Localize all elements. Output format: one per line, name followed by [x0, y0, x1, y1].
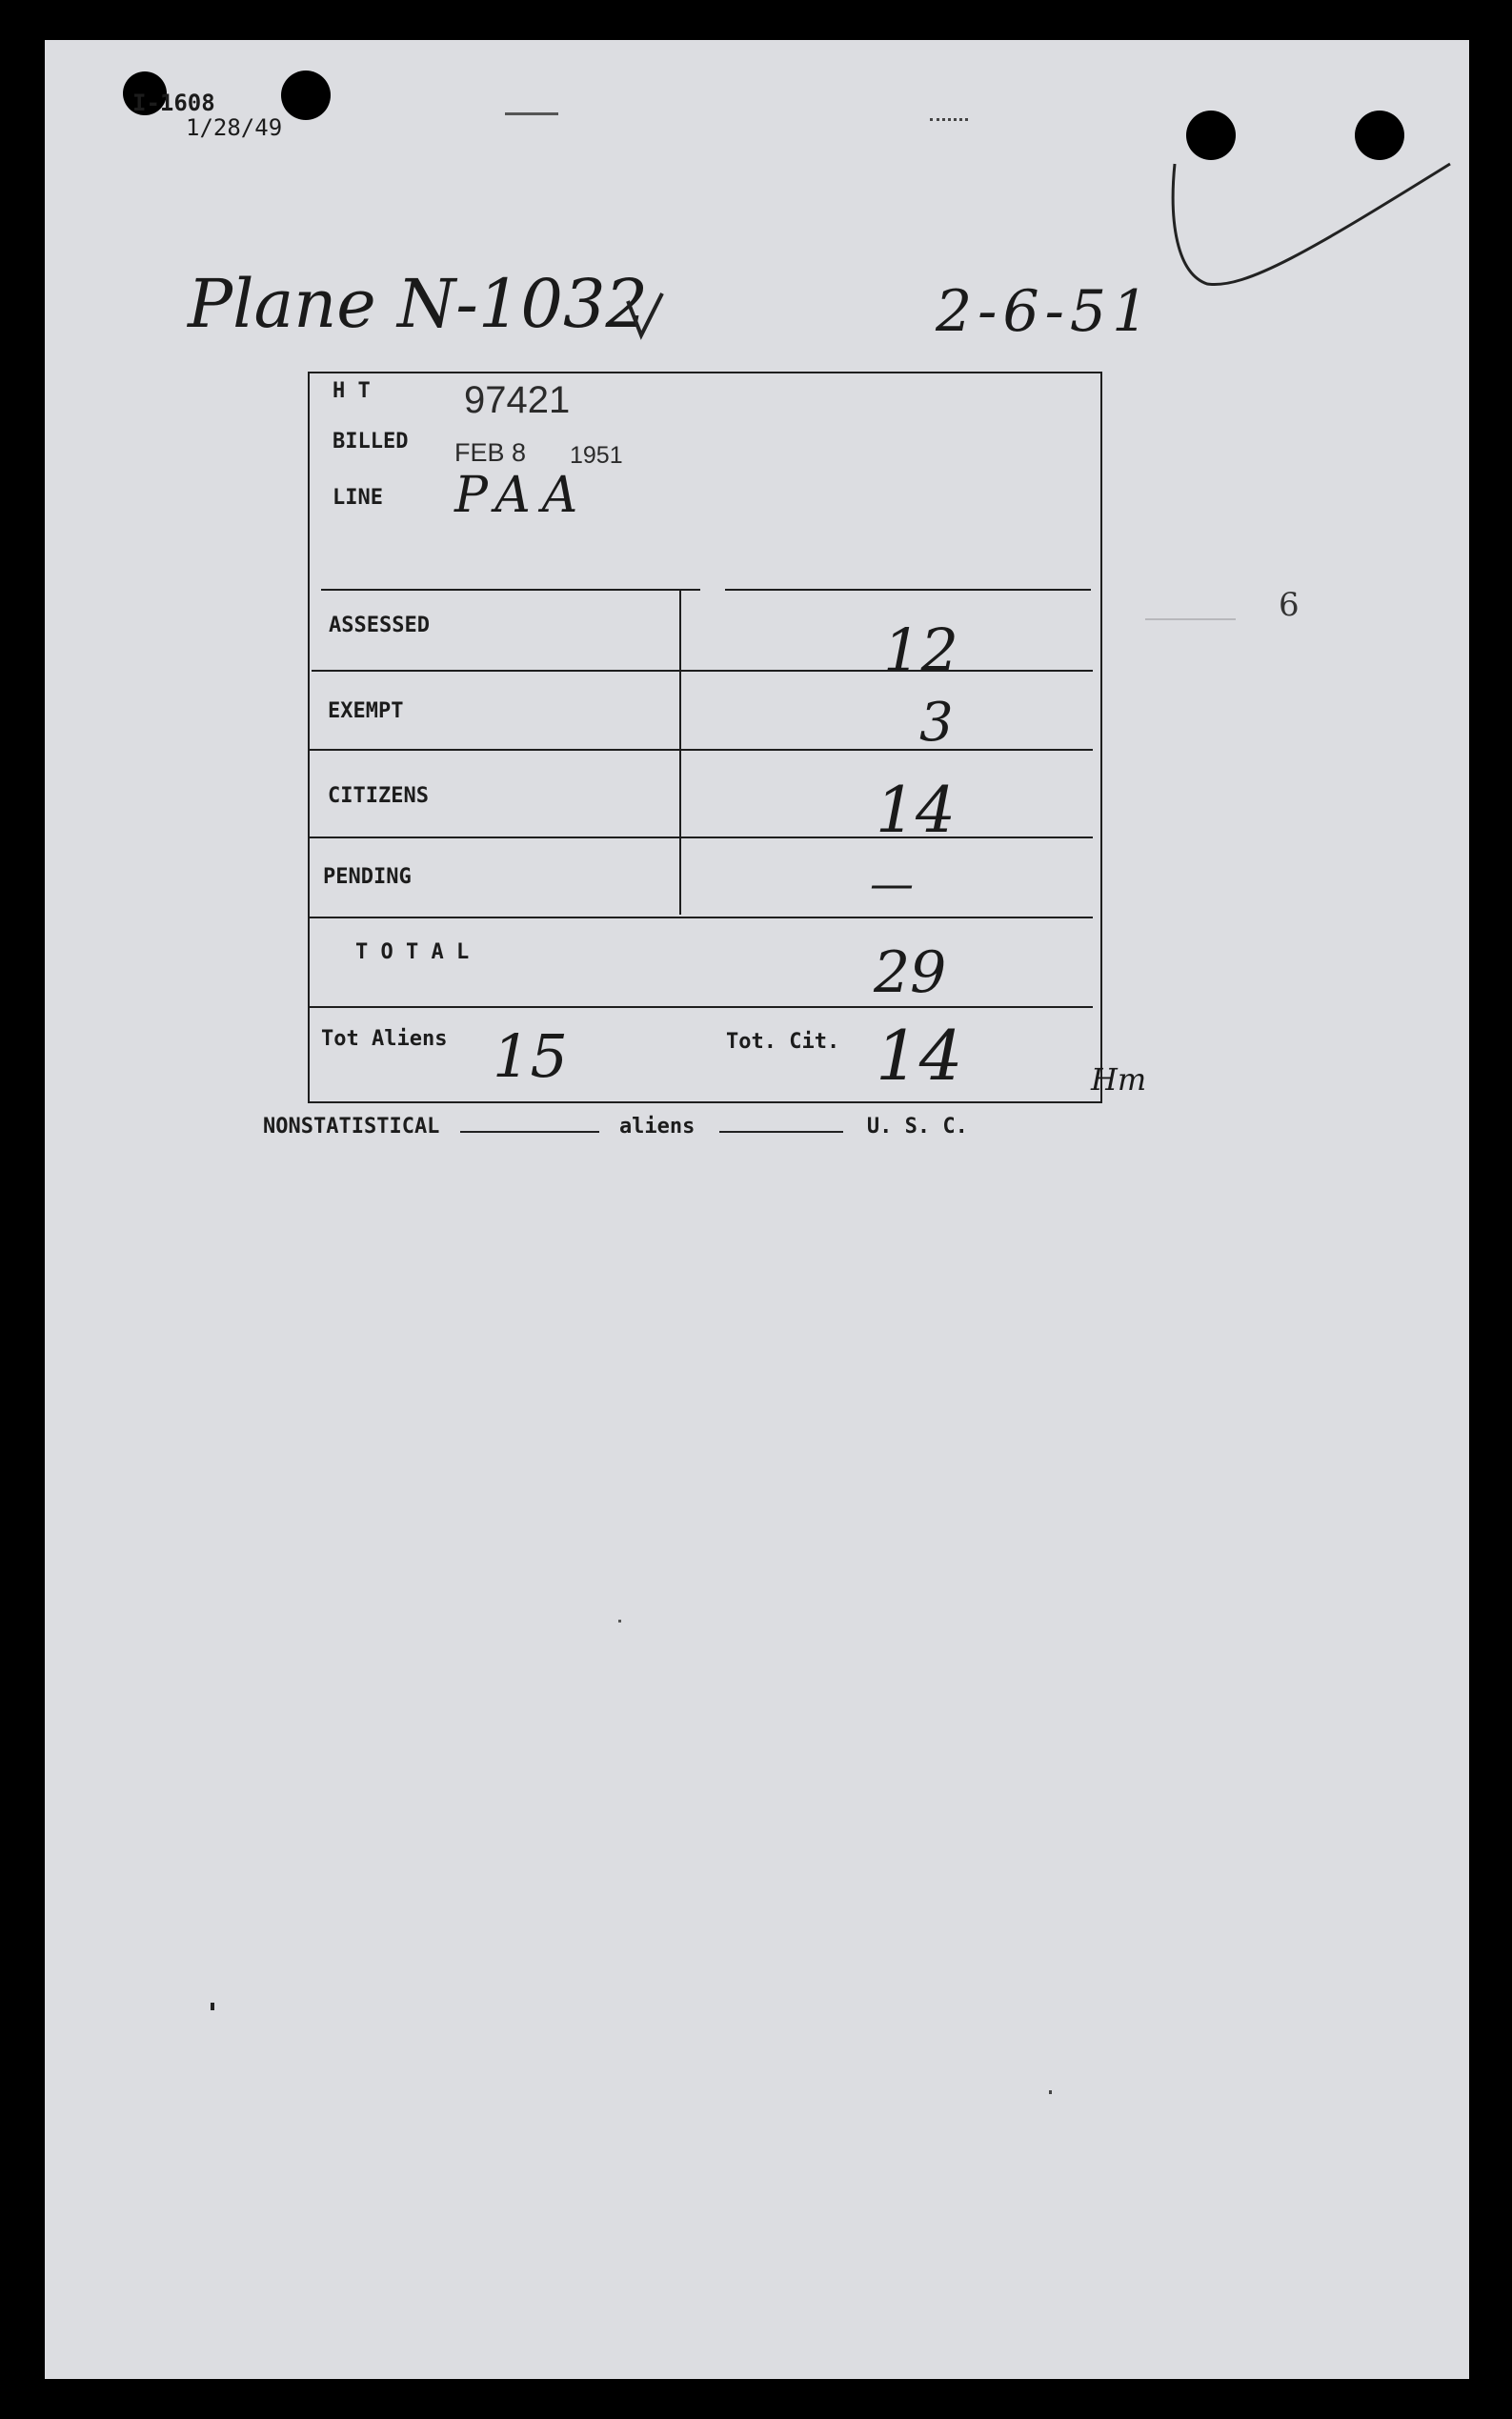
- exempt-label: EXEMPT: [328, 699, 404, 723]
- pending-label: PENDING: [323, 865, 412, 889]
- form-number: I-1608: [132, 90, 215, 116]
- tot-cit-value: 14: [876, 1016, 963, 1096]
- exempt-value: 3: [919, 692, 954, 754]
- billed-date: FEB 8: [454, 438, 527, 467]
- form-date: 1/28/49: [186, 114, 283, 141]
- check-mark-icon: [1169, 107, 1455, 335]
- nonstatistical-label: NONSTATISTICAL: [263, 1115, 440, 1139]
- smudge-mark-2: [930, 118, 968, 121]
- punch-hole-left-2: [281, 71, 331, 120]
- blank-line: [719, 1131, 843, 1133]
- line-label: LINE: [333, 486, 383, 510]
- speck: [1049, 2090, 1052, 2094]
- aliens-label: aliens: [618, 1115, 696, 1139]
- handwritten-date: 2-6-51: [936, 278, 1155, 345]
- divider: [310, 917, 1093, 918]
- divider: [312, 670, 1093, 672]
- tot-cit-label: Tot. Cit.: [726, 1030, 840, 1054]
- usc-label: U. S. C.: [866, 1115, 968, 1139]
- divider: [725, 589, 1091, 591]
- ht-label: H T: [333, 379, 371, 403]
- divider: [310, 1006, 1093, 1008]
- citizens-label: CITIZENS: [328, 784, 429, 808]
- nonstatistical-line: [263, 1115, 968, 1139]
- side-dash: [1145, 618, 1236, 620]
- total-label: T O T A L: [355, 940, 470, 964]
- plane-number: Plane N-1032: [188, 265, 649, 343]
- column-divider: [679, 591, 681, 915]
- assessed-value: 12: [883, 615, 958, 685]
- blank-line: [460, 1131, 599, 1133]
- tot-aliens-label: Tot Aliens: [321, 1027, 448, 1051]
- plane-check-icon: [624, 290, 666, 343]
- billed-label: BILLED: [333, 430, 409, 454]
- handwritten-initials: Hm: [1091, 1061, 1147, 1098]
- line-value: PAA: [454, 467, 590, 524]
- manifest-box: [308, 372, 1102, 1103]
- side-mark: 6: [1279, 586, 1300, 624]
- assessed-label: ASSESSED: [329, 614, 430, 637]
- total-value: 29: [874, 939, 947, 1006]
- divider: [308, 837, 1093, 838]
- tot-aliens-value: 15: [493, 1021, 568, 1091]
- citizens-value: 14: [876, 774, 956, 847]
- speck: [211, 2003, 214, 2010]
- divider: [321, 589, 700, 591]
- billed-year: 1951: [570, 442, 623, 469]
- smudge-mark: [505, 112, 558, 115]
- ht-value: 97421: [464, 379, 571, 421]
- pending-value: —: [870, 857, 914, 909]
- divider: [310, 749, 1093, 751]
- document-page: [45, 40, 1469, 2379]
- speck: [618, 1620, 621, 1623]
